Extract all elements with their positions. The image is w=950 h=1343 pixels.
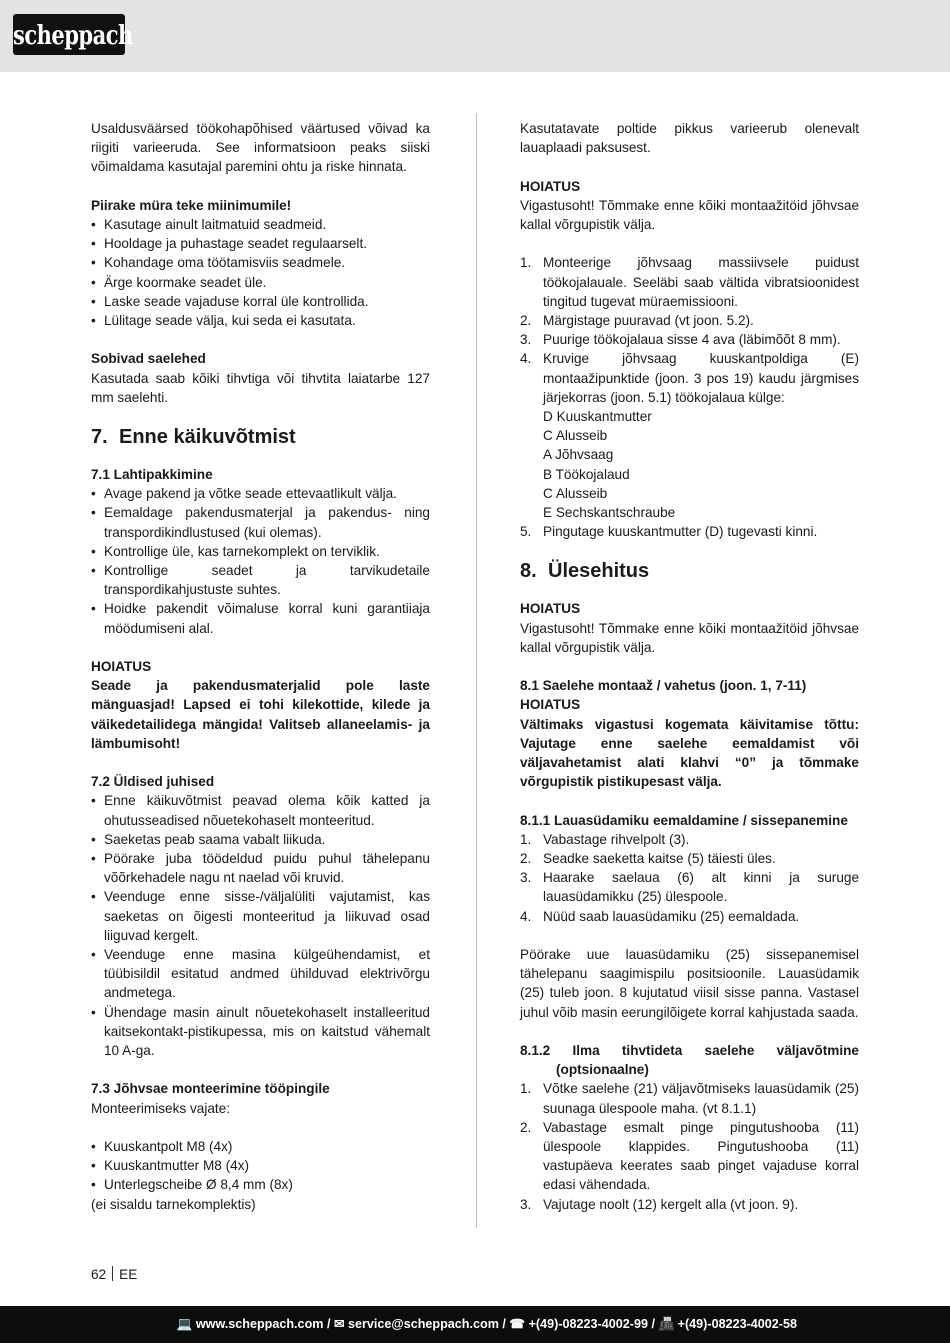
assembly-order [520, 407, 859, 522]
contact-info: 💻 www.scheppach.com / ✉ service@scheppach.com / ☎ +(49)-08223-4002-99 / 📠 +(49)-08223-4002-58 [176, 1317, 797, 1331]
subsection-8-1-1-heading: 8.1.1 Lauasüdamiku eemaldamine / sissepanemine [520, 812, 848, 828]
warning-text: Seade ja pakendusmaterjalid pole laste mänguasjad! Lapsed ei tohi kilekottide, kilede ja väikedetailidega mängida! Valitseb allaneelamis- ja lämbumisoht! [91, 678, 430, 751]
list-item: • Veenduge enne sisse-/väljalüliti vajutamist, kas saeketas on õigesti monteeritud ja liikuvad osad liiguvad kergelt. [91, 887, 430, 945]
footer-separator [112, 1266, 113, 1281]
list-item: 1. Vabastage rihvelpolt (3). [520, 831, 690, 847]
list-item: 2. Seadke saeketta kaitse (5) täiesti üles. [520, 851, 776, 867]
list-item: 4. Nüüd saab lauasüdamiku (25) eemaldada. [520, 908, 800, 924]
section-title-text: Enne käikuvõtmist [119, 426, 296, 449]
order-line: C Alusseib [543, 485, 608, 501]
column-divider [476, 113, 477, 1228]
blades-heading: Sobivad saelehed [91, 351, 206, 367]
list-item: • Pöörake juba töödeldud puidu puhul tähelepanu võõrkehadele nagu nt naelad või kruvid. [91, 849, 430, 887]
list-item: 4. Kruvige jõhvsaag kuuskantpoldiga (E) montaažipunktide (joon. 3 pos 19) kaudu järgmises järjekorras (joon. 5.1) töökojalaua külge: [520, 351, 859, 405]
page-footer [91, 1265, 137, 1284]
order-line: B Töökojalaud [543, 466, 630, 482]
mounting-note: (ei sisaldu tarnekomplektis) [91, 1196, 256, 1212]
logo-text: scheppach [13, 18, 133, 51]
section-number: 7. [91, 426, 108, 449]
left-column [91, 119, 430, 1214]
noise-list [91, 215, 430, 330]
list-item: • Hooldage ja puhastage seadet regulaarselt. [91, 234, 430, 253]
list-item: • Lülitage seade välja, kui seda ei kasutata. [91, 311, 430, 330]
list-item: • Kasutage ainult laitmatuid seadmeid. [91, 215, 430, 234]
right-column [520, 119, 859, 1214]
order-line: A Jõhvsaag [543, 447, 614, 463]
intro-paragraph: Usaldusväärsed töökohapõhised väärtused võivad ka riigiti varieeruda. See informatsioon peaks siiski võimaldama kasutajal paremini ohtu ja riske hinnata. [91, 121, 430, 175]
contact-bar [0, 1306, 950, 1343]
general-notes-list [91, 791, 430, 1060]
list-item: • Hoidke pakendit võimaluse korral kuni garantiiaja möödumiseni alal. [91, 599, 430, 637]
list-item: • Saeketas peab saama vabalt liikuda. [91, 830, 430, 849]
subsection-8-1-heading: 8.1 Saelehe montaaž / vahetus (joon. 1, 7-11) [520, 678, 807, 694]
header-bar [0, 0, 950, 72]
subsection-7-1-heading: 7.1 Lahtipakkimine [91, 467, 213, 483]
warning-label: HOIATUS [520, 601, 581, 617]
warning-text: Vigastusoht! Tõmmake enne kõiki montaažitöid jõhvsae kallal võrgupistik välja. [520, 620, 859, 655]
list-item: 3. Haarake saelaua (6) alt kinni ja suruge lauasüdamikku (25) ülespoole. [520, 870, 859, 905]
table-insert-steps [520, 830, 859, 926]
table-insert-paragraph: Pöörake uue lauasüdamiku (25) sissepanemisel tähelepanu saagimispilu positsioonile. Lauasüdamik (25) tuleb joon. 8 kujutatud viisil sisse panna. Vastasel juhul võib masin eerungilõigete korral kahjustada saada. [520, 947, 859, 1020]
subsection-7-2-heading: 7.2 Üldised juhised [91, 774, 215, 790]
list-item: 3. Vajutage noolt (12) kergelt alla (vt joon. 9). [520, 1196, 799, 1212]
list-item: • Eemaldage pakendusmaterjal ja pakendus- ning transpordikindlustused (kui olemas). [91, 503, 430, 541]
order-line: C Alusseib [543, 428, 608, 444]
unpacking-list [91, 484, 430, 638]
list-item: • Laske seade vajaduse korral üle kontrollida. [91, 292, 430, 311]
blade-removal-steps [520, 1079, 859, 1213]
list-item: • Ärge koormake seadet üle. [91, 273, 430, 292]
order-line: E Sechskantschraube [543, 505, 676, 521]
list-item: 3. Puurige töökojalaua sisse 4 ava (läbimõõt 8 mm). [520, 332, 841, 348]
mounting-intro: Monteerimiseks vajate: [91, 1100, 231, 1116]
mounting-steps-end [520, 522, 859, 541]
list-item: • Enne käikuvõtmist peavad olema kõik katted ja ohutusseadised nõuetekohaselt monteeritud. [91, 791, 430, 829]
list-item: 1. Võtke saelehe (21) väljavõtmiseks lauasüdamik (25) suunaga ülespoole maha. (vt 8.1.1) [520, 1081, 859, 1116]
list-item: 1. Monteerige jõhvsaag massiivsele puidust töökojalauale. Seeläbi saab vältida vibratsioonidest tingitud tugevat müraemissiooni. [520, 255, 859, 309]
list-item: • Kuuskantpolt M8 (4x) [91, 1137, 430, 1156]
warning-label: HOIATUS [520, 178, 581, 194]
list-item: • Ühendage masin ainult nõuetekohaselt installeeritud kaitsekontakt-pistikupessa, mis on kaitstud vähemalt 10 A-ga. [91, 1003, 430, 1061]
list-item: • Unterlegscheibe Ø 8,4 mm (8x) [91, 1175, 430, 1194]
scheppach-logo [13, 14, 133, 55]
list-item: 2. Vabastage esmalt pinge pingutushooba (11) ülespoole klappides. Pingutushooba (11) vastupäeva keerates saab pinget vajaduse korral edasi vähendada. [520, 1119, 859, 1193]
warning-text: Vältimaks vigastusi kogemata käivitamise tõttu: Vajutage enne saelehe eemaldamist või väljavahetamist alati klahvi “0” ja tõmmake võrgupistik pistikupesast välja. [520, 716, 859, 790]
section-8-title [520, 557, 859, 585]
list-item: • Avage pakend ja võtke seade ettevaatlikult välja. [91, 484, 430, 503]
blades-text: Kasutada saab kõiki tihvtiga või tihvtita laiatarbe 127 mm saelehti. [91, 370, 430, 405]
section-number: 8. [520, 560, 537, 583]
bolt-length-text: Kasutatavate poltide pikkus varieerub olenevalt lauaplaadi paksusest. [520, 121, 859, 156]
order-line: D Kuuskantmutter [543, 409, 652, 425]
list-item: 2. Märgistage puuravad (vt joon. 5.2). [520, 313, 754, 328]
list-item: • Kohandage oma töötamisviis seadmele. [91, 253, 430, 272]
page-number: 62 [91, 1267, 107, 1282]
list-item: 5. Pingutage kuuskantmutter (D) tugevasti kinni. [520, 524, 818, 540]
subsection-7-3-heading: 7.3 Jõhvsae monteerimine tööpingile [91, 1081, 330, 1097]
list-item: • Veenduge enne masina külgeühendamist, et tüübisildil esitatud andmed ühilduvad elektrivõrgu andmetega. [91, 945, 430, 1003]
noise-heading: Piirake müra teke miinimumile! [91, 197, 292, 213]
warning-label: HOIATUS [520, 697, 581, 713]
warning-text: Vigastusoht! Tõmmake enne kõiki montaažitöid jõhvsae kallal võrgupistik välja. [520, 197, 859, 232]
subsection-8-1-2-heading: 8.1.2 Ilma tihvtideta saelehe väljavõtmine (optsionaalne) [520, 1043, 859, 1078]
language-code: EE [119, 1267, 138, 1282]
list-item: • Kontrollige seadet ja tarvikudetaile transpordikahjustuste suhtes. [91, 561, 430, 599]
section-7-title [91, 423, 430, 451]
mounting-parts-list [91, 1137, 430, 1195]
list-item: • Kontrollige üle, kas tarnekomplekt on terviklik. [91, 542, 430, 561]
section-title-text: Ülesehitus [548, 560, 650, 583]
list-item: • Kuuskantmutter M8 (4x) [91, 1156, 430, 1175]
warning-label: HOIATUS [91, 659, 152, 675]
mounting-steps [520, 253, 859, 407]
